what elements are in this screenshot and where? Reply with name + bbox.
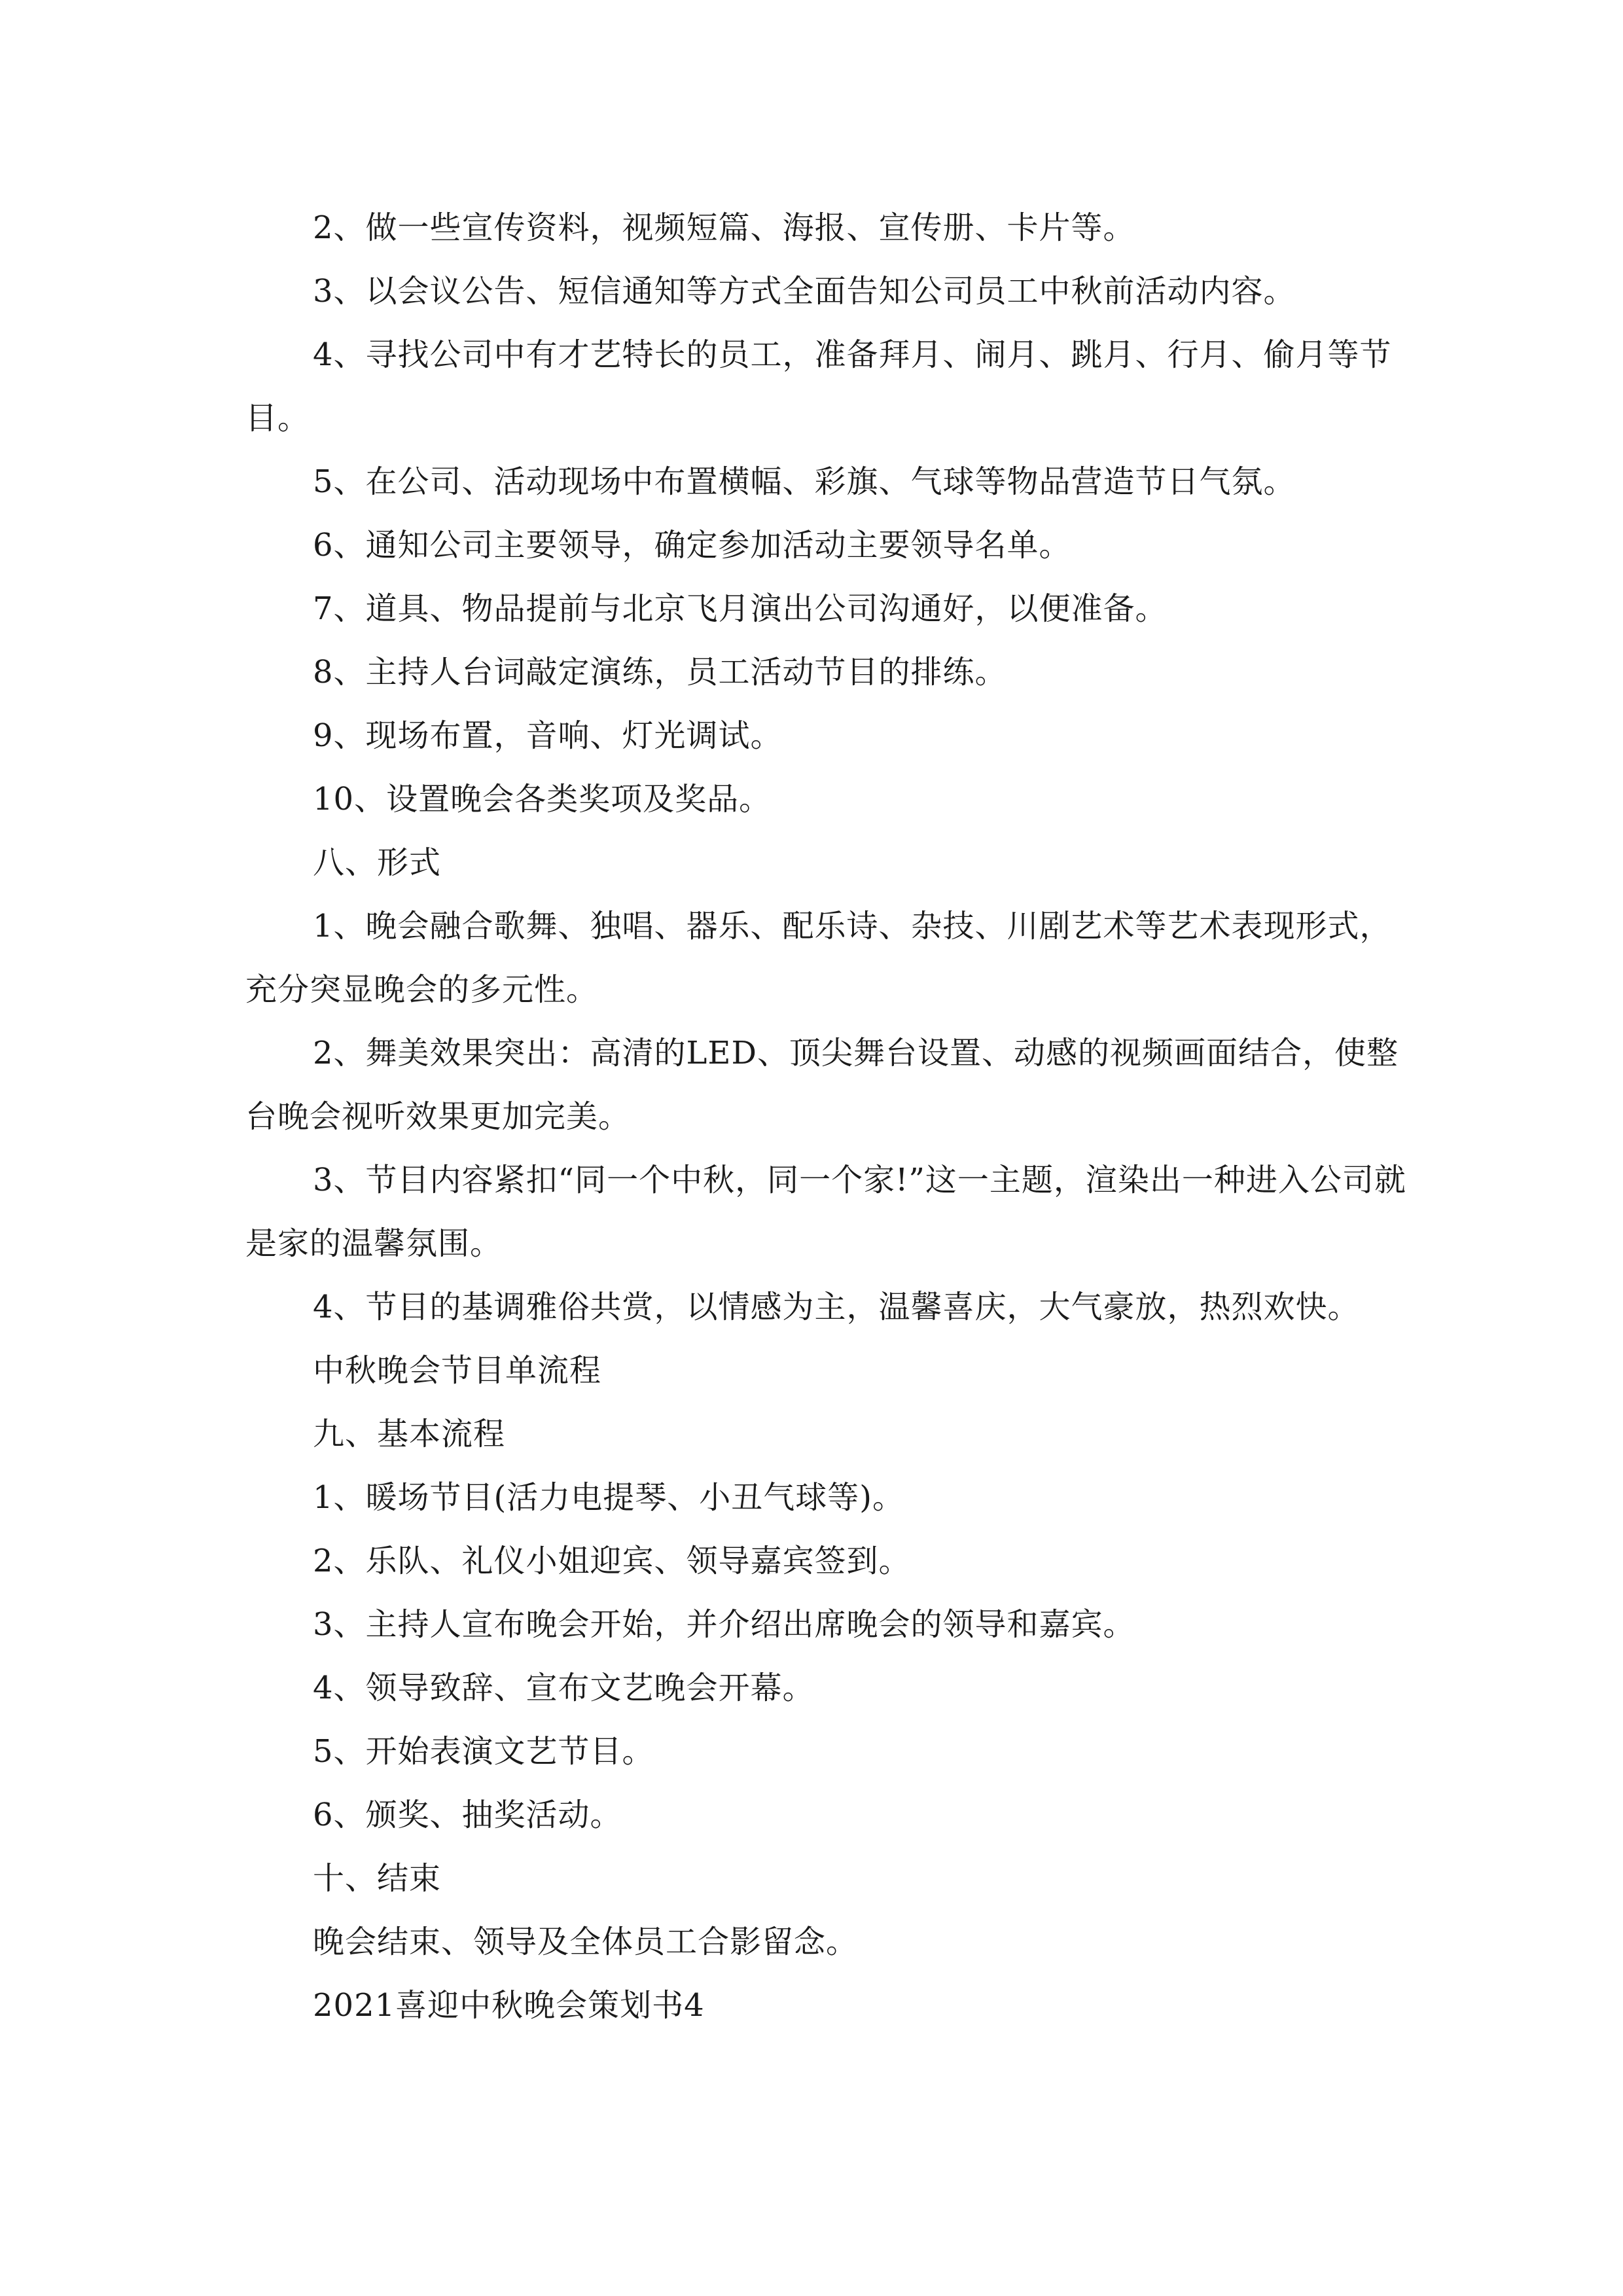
section-heading-form: 八、形式 xyxy=(313,844,442,881)
paragraph-item-7-props: 7、道具、物品提前与北京飞月演出公司沟通好，以便准备。 xyxy=(313,590,1168,627)
paragraph-flow-5: 5、开始表演文艺节目。 xyxy=(313,1733,654,1770)
paragraph-item-3-notice: 3、以会议公告、短信通知等方式全面告知公司员工中秋前活动内容。 xyxy=(313,273,1296,310)
paragraph-flow-6: 6、颁奖、抽奖活动。 xyxy=(313,1797,622,1833)
paragraph-item-10-awards: 10、设置晚会各类奖项及奖品。 xyxy=(313,781,772,817)
paragraph-flow-2: 2、乐队、礼仪小姐迎宾、领导嘉宾签到。 xyxy=(313,1543,911,1579)
paragraph-form-2: 2、舞美效果突出：高清的LED、顶尖舞台设置、动感的视频画面结合，使整台晚会视听效果更加完美。 xyxy=(245,1035,1399,1135)
paragraph-end-photo: 晚会结束、领导及全体员工合影留念。 xyxy=(313,1924,859,1960)
document-body xyxy=(245,196,1410,2037)
paragraph-item-4-talent: 4、寻找公司中有才艺特长的员工，准备拜月、闹月、跳月、行月、偷月等节目。 xyxy=(245,336,1392,437)
section-heading-end: 十、结束 xyxy=(313,1860,442,1897)
section-heading-basic-flow: 九、基本流程 xyxy=(313,1416,506,1452)
document-next-title: 2021喜迎中秋晚会策划书4 xyxy=(313,1987,705,2024)
paragraph-form-4: 4、节目的基调雅俗共赏，以情感为主，温馨喜庆，大气豪放，热烈欢快。 xyxy=(313,1289,1360,1325)
paragraph-flow-4: 4、领导致辞、宣布文艺晚会开幕。 xyxy=(313,1670,815,1706)
paragraph-item-5-decoration: 5、在公司、活动现场中布置横幅、彩旗、气球等物品营造节日气氛。 xyxy=(313,463,1296,500)
subheading-program-flow: 中秋晚会节目单流程 xyxy=(313,1352,602,1389)
paragraph-item-6-leaders: 6、通知公司主要领导，确定参加活动主要领导名单。 xyxy=(313,527,1071,564)
paragraph-item-9-stage-setup: 9、现场布置，音响、灯光调试。 xyxy=(313,717,783,754)
paragraph-form-1: 1、晚会融合歌舞、独唱、器乐、配乐诗、杂技、川剧艺术等艺术表现形式，充分突显晚会的多元性。 xyxy=(245,908,1392,1008)
paragraph-flow-3: 3、主持人宣布晚会开始，并介绍出席晚会的领导和嘉宾。 xyxy=(313,1606,1135,1643)
paragraph-item-2-materials: 2、做一些宣传资料，视频短篇、海报、宣传册、卡片等。 xyxy=(313,209,1135,246)
paragraph-form-3: 3、节目内容紧扣“同一个中秋，同一个家!”这一主题，渲染出一种进入公司就是家的温馨氛围。 xyxy=(245,1162,1406,1262)
paragraph-item-8-host-rehearsal: 8、主持人台词敲定演练，员工活动节目的排练。 xyxy=(313,654,1007,691)
paragraph-flow-1: 1、暖场节目(活力电提琴、小丑气球等)。 xyxy=(313,1479,904,1516)
